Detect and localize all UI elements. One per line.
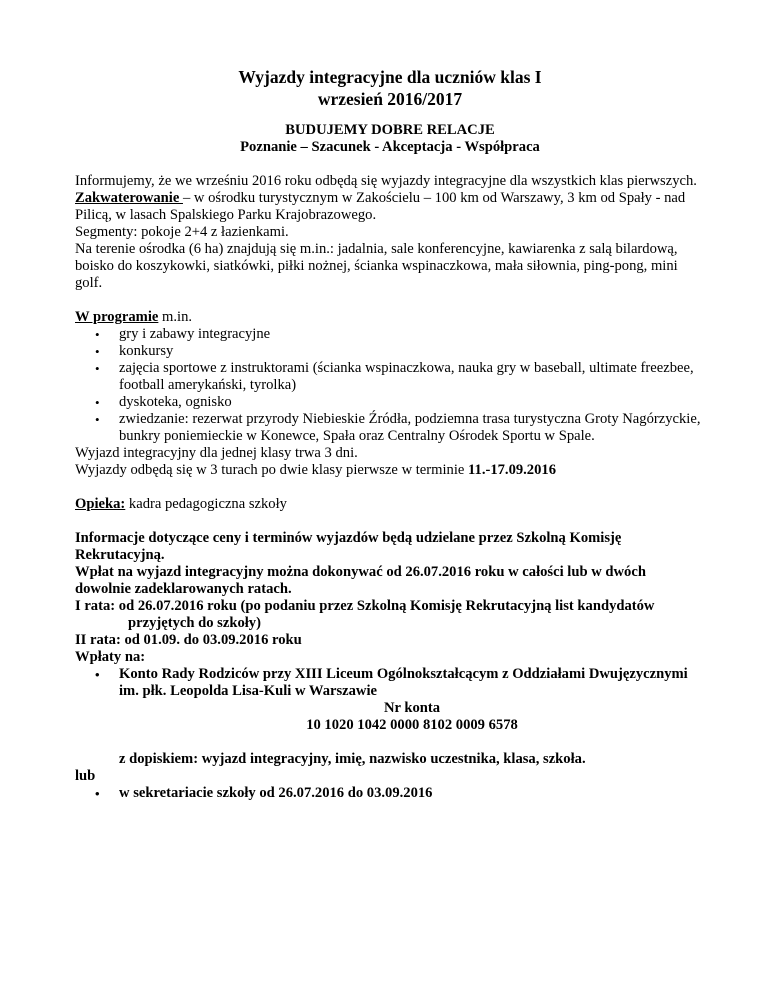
payment-note: z dopiskiem: wyjazd integracyjny, imię, nazwisko uczestnika, klasa, szkoła. — [119, 751, 586, 767]
accommodation-label: Zakwaterowanie — [75, 190, 183, 206]
document-page — [75, 66, 705, 802]
facilities-text: Na terenie ośrodka (6 ha) znajdują się m.in.: jadalnia, sale konferencyjne, kawiarenka z salą bilardową, boisko do koszykowki, siatkówki, piłki nożnej, ścianka wspinaczkowa, mała siłownia, ping-pong, mini golf. — [75, 241, 678, 291]
program-item: • dyskoteka, ognisko — [95, 394, 705, 411]
turns-text: Wyjazdy odbędą się w 3 turach po dwie klasy pierwsze w terminie — [75, 462, 469, 478]
account-label: Nr konta — [383, 700, 441, 716]
office-list — [75, 785, 705, 802]
account-number: 10 1020 1042 0000 8102 0009 6578 — [306, 717, 518, 733]
program-list — [75, 326, 705, 445]
payment-section — [75, 530, 705, 802]
duration-text: Wyjazd integracyjny dla jednej klasy trwa 3 dni. — [75, 445, 358, 461]
rate-1-line-1: I rata: od 26.07.2016 roku (po podaniu przez Szkolną Komisję Rekrutacyjną list kandydatów — [75, 598, 655, 614]
care-paragraph — [75, 496, 705, 513]
rate-1-line-2: przyjętych do szkoły) — [128, 615, 261, 631]
accommodation-text: – w ośrodku turystycznym w Zakościelu – 100 km od Warszawy, 3 km od Spały - nad Pilicą, w lasach Spalskiego Parku Krajobrazowego. — [75, 190, 686, 223]
program-label-suffix: m.in. — [158, 309, 193, 325]
payment-methods-list — [75, 666, 705, 768]
turns-paragraph — [75, 462, 705, 479]
payment-deposit: Wpłat na wyjazd integracyjny można dokonywać od 26.07.2016 roku w całości lub w dwóch dowolnie zadeklarowanych ratach. — [75, 564, 646, 597]
intro-info: Informujemy, że we wrześniu 2016 roku odbędą się wyjazdy integracyjne dla wszystkich klas pierwszych. — [75, 173, 697, 189]
payment-info: Informacje dotyczące ceny i terminów wyjazdów będą udzielane przez Szkolną Komisję Rekrutacyjną. — [75, 530, 622, 563]
program-item: • konkursy — [95, 343, 705, 360]
title-line-1: Wyjazdy integracyjne dla uczniów klas I — [238, 67, 542, 87]
account-item — [95, 666, 705, 768]
program-item: • zajęcia sportowe z instruktorami (ścianka wspinaczkowa, nauka gry w baseball, ultimate freezbee, football amerykański, tyrolka) — [95, 360, 705, 394]
rate-2: II rata: od 01.09. do 03.09.2016 roku — [75, 632, 302, 648]
accommodation-paragraph — [75, 190, 705, 224]
program-item: • zwiedzanie: rezerwat przyrody Niebieskie Źródła, podziemna trasa turystyczna Groty Nagórzyckie, bunkry poniemieckie w Konewce, Spała oraz Centralny Ośrodek Sportu w Spale. — [95, 411, 705, 445]
office-item: • w sekretariacie szkoły od 26.07.2016 do 03.09.2016 — [95, 785, 705, 802]
segments-text: Segmenty: pokoje 2+4 z łazienkami. — [75, 224, 289, 240]
program-label: W programie — [75, 309, 159, 325]
care-label: Opieka: — [75, 496, 126, 512]
account-holder: Konto Rady Rodziców przy XIII Liceum Ogólnokształcącym z Oddziałami Dwujęzycznymi im. płk. Leopolda Lisa-Kuli w Warszawie — [119, 666, 688, 699]
turns-dates: 11.-17.09.2016 — [468, 462, 556, 478]
or-text: lub — [75, 768, 96, 784]
title-line-2: wrzesień 2016/2017 — [317, 89, 463, 109]
program-heading — [75, 309, 705, 326]
subtitle-line-2: Poznanie – Szacunek - Akceptacja - Współpraca — [240, 139, 540, 155]
payments-label: Wpłaty na: — [75, 649, 146, 665]
program-item: • gry i zabawy integracyjne — [95, 326, 705, 343]
care-text: kadra pedagogiczna szkoły — [125, 496, 287, 512]
subtitle-line-1: BUDUJEMY DOBRE RELACJE — [285, 122, 495, 138]
